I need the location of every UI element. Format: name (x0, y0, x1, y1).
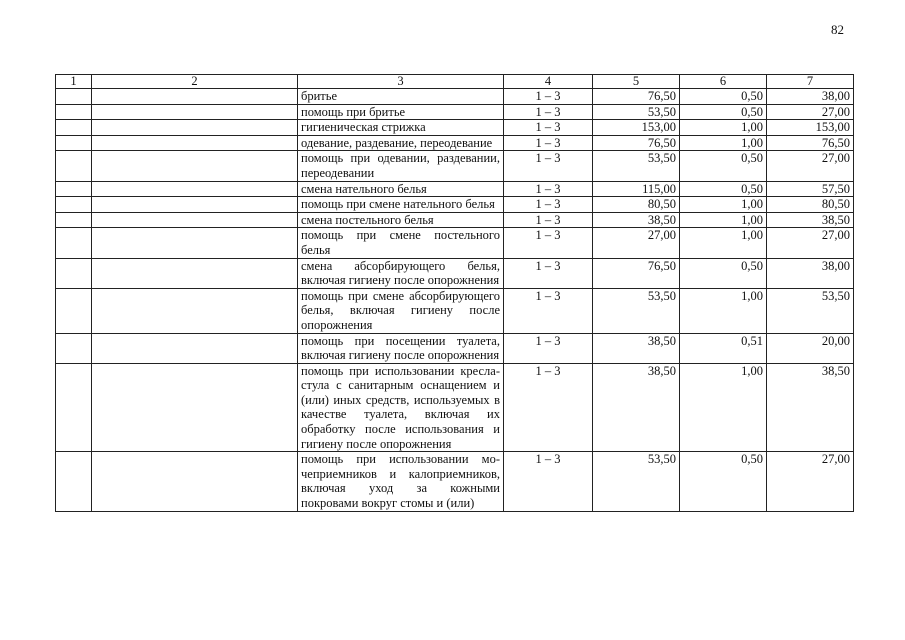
coefficient-value: 0,50 (680, 151, 767, 181)
service-name: бритье (298, 89, 504, 105)
cell-col1 (56, 181, 92, 197)
group-range: 1 – 3 (504, 258, 593, 288)
service-name: помощь при использовании мочеприемников и калоприемников, включая уход за кожными покровами вокруг стомы и (или) (298, 452, 504, 511)
price-value: 76,50 (593, 258, 680, 288)
cell-col1 (56, 151, 92, 181)
cell-col2 (92, 197, 298, 213)
group-range: 1 – 3 (504, 212, 593, 228)
coefficient-value: 1,00 (680, 197, 767, 213)
group-range: 1 – 3 (504, 181, 593, 197)
column-header-2: 2 (92, 75, 298, 89)
cell-col2 (92, 288, 298, 333)
price-value: 53,50 (593, 452, 680, 511)
service-name: помощь при смене постельного белья (298, 228, 504, 258)
total-value: 153,00 (767, 120, 854, 136)
total-value: 38,00 (767, 89, 854, 105)
group-range: 1 – 3 (504, 104, 593, 120)
group-range: 1 – 3 (504, 228, 593, 258)
group-range: 1 – 3 (504, 452, 593, 511)
service-name: помощь при одевании, раздевании, переодевании (298, 151, 504, 181)
table-row (56, 104, 854, 120)
cell-col2 (92, 120, 298, 136)
cell-col1 (56, 258, 92, 288)
coefficient-value: 0,50 (680, 258, 767, 288)
total-value: 27,00 (767, 151, 854, 181)
group-range: 1 – 3 (504, 363, 593, 452)
table-row (56, 120, 854, 136)
cell-col2 (92, 452, 298, 511)
service-name: помощь при посещении туалета, включая гигиену после опорожнения (298, 333, 504, 363)
table-row (56, 181, 854, 197)
cell-col1 (56, 288, 92, 333)
cell-col1 (56, 363, 92, 452)
cell-col2 (92, 151, 298, 181)
cell-col1 (56, 212, 92, 228)
group-range: 1 – 3 (504, 151, 593, 181)
service-name: одевание, раздевание, переодевание (298, 135, 504, 151)
service-name: помощь при использовании кресла-стула с санитарным оснащением и (или) иных средств, используемых в качестве туалета, включая их обработку после использования и гигиену после опорожнения (298, 363, 504, 452)
header-row (56, 75, 854, 89)
cell-col2 (92, 212, 298, 228)
table-row (56, 452, 854, 511)
group-range: 1 – 3 (504, 89, 593, 105)
coefficient-value: 0,51 (680, 333, 767, 363)
cell-col2 (92, 104, 298, 120)
cell-col2 (92, 333, 298, 363)
column-header-5: 5 (593, 75, 680, 89)
cell-col2 (92, 363, 298, 452)
service-name: помощь при бритье (298, 104, 504, 120)
group-range: 1 – 3 (504, 333, 593, 363)
cell-col1 (56, 197, 92, 213)
table-row (56, 135, 854, 151)
cell-col1 (56, 135, 92, 151)
column-header-7: 7 (767, 75, 854, 89)
price-value: 27,00 (593, 228, 680, 258)
column-header-3: 3 (298, 75, 504, 89)
cell-col2 (92, 228, 298, 258)
service-name: смена постельного белья (298, 212, 504, 228)
price-value: 53,50 (593, 288, 680, 333)
total-value: 27,00 (767, 452, 854, 511)
column-header-6: 6 (680, 75, 767, 89)
coefficient-value: 1,00 (680, 288, 767, 333)
cell-col2 (92, 89, 298, 105)
price-value: 53,50 (593, 104, 680, 120)
coefficient-value: 0,50 (680, 181, 767, 197)
group-range: 1 – 3 (504, 288, 593, 333)
price-value: 53,50 (593, 151, 680, 181)
group-range: 1 – 3 (504, 197, 593, 213)
services-table (55, 74, 854, 512)
coefficient-value: 0,50 (680, 452, 767, 511)
table-row (56, 212, 854, 228)
total-value: 38,50 (767, 212, 854, 228)
cell-col2 (92, 181, 298, 197)
group-range: 1 – 3 (504, 135, 593, 151)
total-value: 57,50 (767, 181, 854, 197)
service-name: смена абсорбирующего белья, включая гигиену после опорожнения (298, 258, 504, 288)
coefficient-value: 1,00 (680, 120, 767, 136)
coefficient-value: 1,00 (680, 228, 767, 258)
price-value: 76,50 (593, 89, 680, 105)
total-value: 76,50 (767, 135, 854, 151)
cell-col1 (56, 228, 92, 258)
column-header-4: 4 (504, 75, 593, 89)
total-value: 38,50 (767, 363, 854, 452)
coefficient-value: 1,00 (680, 135, 767, 151)
coefficient-value: 0,50 (680, 89, 767, 105)
price-value: 38,50 (593, 333, 680, 363)
price-value: 38,50 (593, 212, 680, 228)
table-row (56, 363, 854, 452)
cell-col1 (56, 120, 92, 136)
table-row (56, 228, 854, 258)
cell-col2 (92, 135, 298, 151)
price-value: 153,00 (593, 120, 680, 136)
coefficient-value: 0,50 (680, 104, 767, 120)
price-value: 38,50 (593, 363, 680, 452)
table-row (56, 151, 854, 181)
total-value: 27,00 (767, 228, 854, 258)
service-name: гигиеническая стрижка (298, 120, 504, 136)
table-row (56, 333, 854, 363)
total-value: 27,00 (767, 104, 854, 120)
price-value: 80,50 (593, 197, 680, 213)
total-value: 38,00 (767, 258, 854, 288)
total-value: 80,50 (767, 197, 854, 213)
service-name: смена нательного белья (298, 181, 504, 197)
total-value: 53,50 (767, 288, 854, 333)
column-header-1: 1 (56, 75, 92, 89)
price-value: 115,00 (593, 181, 680, 197)
table-row (56, 197, 854, 213)
total-value: 20,00 (767, 333, 854, 363)
cell-col1 (56, 89, 92, 105)
service-name: помощь при смене нательного белья (298, 197, 504, 213)
coefficient-value: 1,00 (680, 363, 767, 452)
group-range: 1 – 3 (504, 120, 593, 136)
table-row (56, 288, 854, 333)
price-value: 76,50 (593, 135, 680, 151)
page-number: 82 (831, 22, 844, 37)
table-row (56, 258, 854, 288)
cell-col1 (56, 333, 92, 363)
cell-col2 (92, 258, 298, 288)
table-row (56, 89, 854, 105)
cell-col1 (56, 452, 92, 511)
service-name: помощь при смене абсорбирующего белья, включая гигиену после опорожнения (298, 288, 504, 333)
coefficient-value: 1,00 (680, 212, 767, 228)
cell-col1 (56, 104, 92, 120)
